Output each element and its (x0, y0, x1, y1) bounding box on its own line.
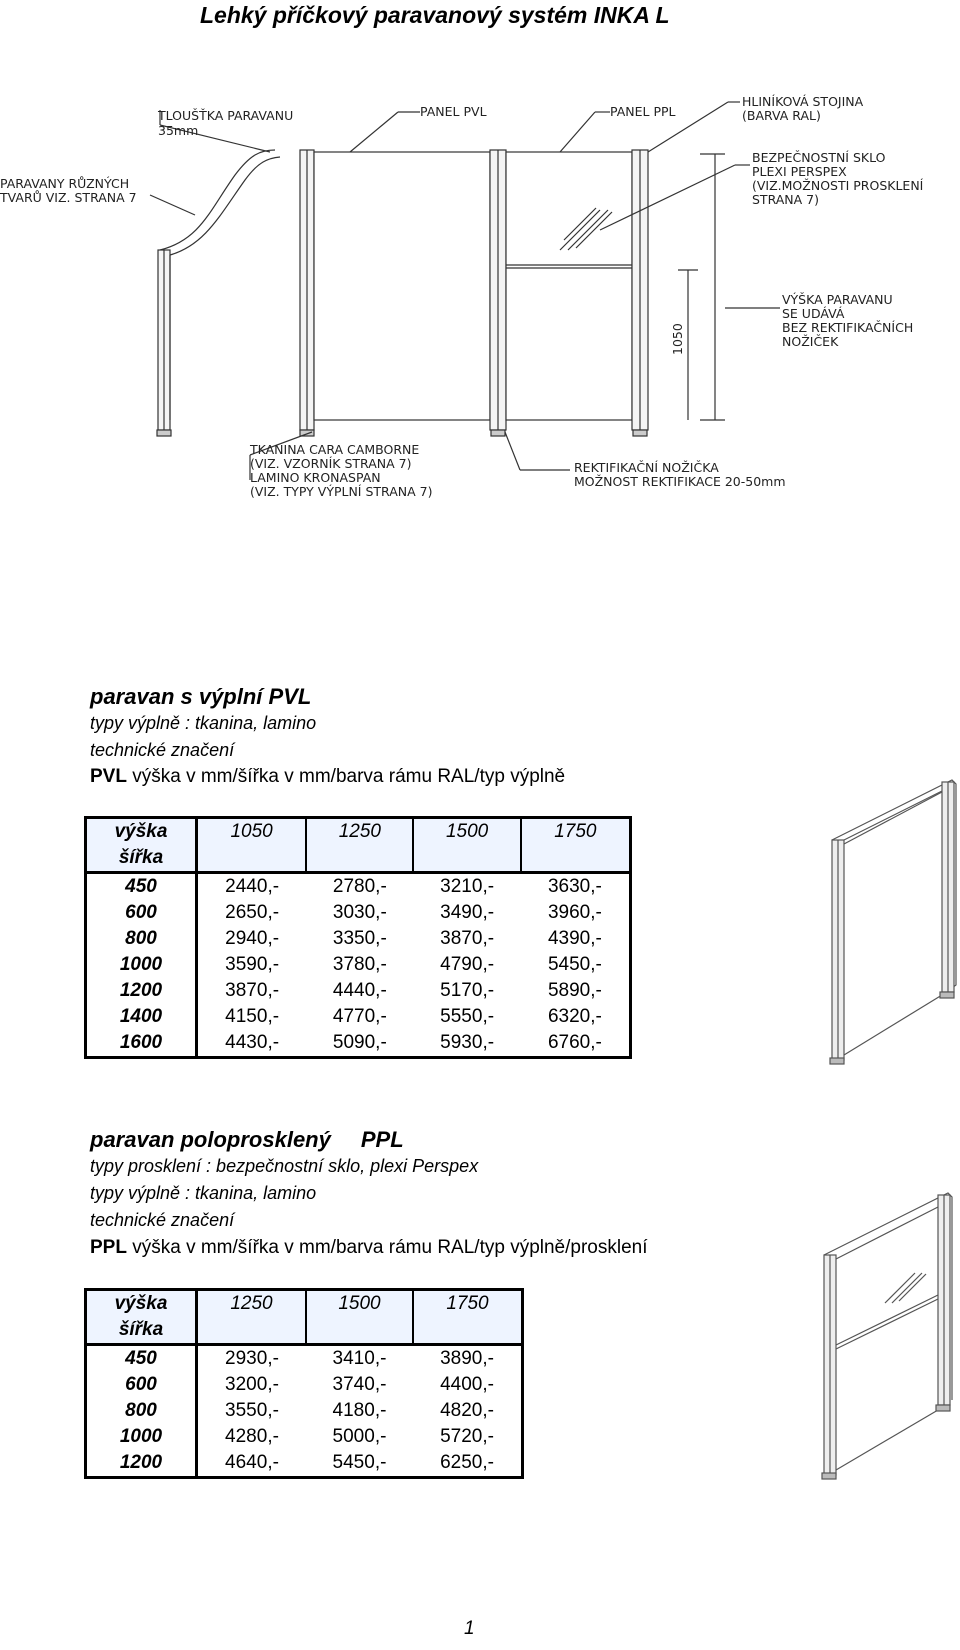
price-cell: 4640,- (197, 1450, 306, 1478)
width-cell: 1200 (86, 978, 197, 1004)
price-cell: 5450,- (306, 1450, 413, 1478)
corner-height-label: výška (86, 818, 197, 846)
ppl-code (90, 1237, 648, 1259)
price-cell: 3410,- (332, 1348, 387, 1369)
pvl-fill-types: typy výplně : tkanina, lamino (90, 713, 317, 733)
ppl-code-rest: výška v mm/šířka v mm/barva rámu RAL/typ výplně/prosklení (126, 1237, 648, 1258)
curved-panel-edge (160, 150, 275, 250)
label-panel-ppl: PANEL PPL (610, 104, 676, 119)
table-row (86, 1424, 523, 1450)
price-cell: 3590,- (225, 954, 280, 975)
curved-panel-edge-inner (170, 157, 280, 255)
width-cell: 1400 (86, 1004, 197, 1030)
label-fabric-1: TKANINA CARA CAMBORNE (250, 442, 420, 457)
width-cell: 1000 (86, 1424, 197, 1450)
price-cell: 4390,- (521, 926, 631, 952)
ppl-code-prefix: PPL (90, 1237, 127, 1258)
ppl-panel-illustration (810, 1185, 960, 1485)
price-cell: 4280,- (225, 1426, 279, 1447)
table-row (86, 1030, 631, 1058)
price-cell: 2780,- (332, 876, 387, 897)
height-header: 1500 (413, 818, 520, 846)
label-height-3: BEZ REKTIFIKAČNÍCH (782, 320, 914, 335)
label-fabric-2: (VIZ. VZORNÍK STRANA 7) (250, 456, 412, 471)
price-cell: 4150,- (225, 1006, 280, 1027)
price-cell: 2650,- (225, 902, 280, 923)
price-cell: 3740,- (332, 1374, 387, 1395)
pvl-code-rest: výška v mm/šířka v mm/barva rámu RAL/typ výplně (126, 766, 566, 787)
price-cell: 3350,- (332, 928, 387, 949)
width-cell: 450 (86, 873, 197, 901)
label-foot-1: REKTIFIKAČNÍ NOŽIČKA (574, 460, 719, 475)
label-glass-3: (VIZ.MOŽNOSTI PROSKLENÍ (752, 178, 924, 193)
table-row (86, 952, 631, 978)
label-glass-4: STRANA 7) (752, 192, 820, 207)
corner-height-label: výška (86, 1290, 197, 1318)
price-cell: 4400,- (413, 1372, 523, 1398)
price-cell: 4820,- (413, 1398, 523, 1424)
price-cell: 3630,- (521, 873, 631, 901)
price-cell: 2930,- (225, 1348, 279, 1369)
price-cell: 2440,- (225, 876, 280, 897)
price-cell: 2940,- (225, 928, 280, 949)
ppl-panel (506, 152, 632, 420)
price-cell: 3490,- (440, 902, 495, 923)
corner-width-label: šířka (86, 845, 197, 873)
page-number: 1 (464, 1618, 475, 1639)
height-header: 1250 (197, 1290, 306, 1318)
width-cell: 1000 (86, 952, 197, 978)
price-cell: 3870,- (440, 928, 495, 949)
price-cell: 4430,- (197, 1030, 307, 1058)
pvl-price-table (84, 816, 632, 1059)
width-cell: 1200 (86, 1450, 197, 1478)
price-cell: 5550,- (440, 1006, 495, 1027)
table-row (86, 1345, 523, 1373)
label-thickness-value: 35mm (158, 123, 199, 138)
width-cell: 600 (86, 1372, 197, 1398)
screen-system-drawing (0, 70, 960, 530)
label-fabric-4: (VIZ. TYPY VÝPLNÍ STRANA 7) (250, 484, 433, 499)
width-cell: 600 (86, 900, 197, 926)
ppl-heading-text: paravan poloprosklený (90, 1127, 331, 1152)
price-cell: 3890,- (413, 1345, 523, 1373)
height-header: 1250 (306, 818, 413, 846)
price-cell: 6760,- (521, 1030, 631, 1058)
table-row (86, 1398, 523, 1424)
label-height-4: NOŽIČEK (782, 334, 839, 349)
technical-drawing (0, 70, 960, 530)
label-panel-pvl: PANEL PVL (420, 104, 487, 119)
price-cell: 3780,- (332, 954, 387, 975)
table-row (86, 873, 631, 901)
pvl-code (90, 766, 565, 788)
label-thickness: TLOUŠŤKA PARAVANU (158, 108, 294, 123)
price-cell: 5170,- (440, 980, 495, 1001)
width-cell: 800 (86, 1398, 197, 1424)
label-dim-1050: 1050 (670, 323, 685, 355)
ppl-glazing-types: typy prosklení : bezpečnostní sklo, plexi Perspex (90, 1156, 479, 1176)
height-header: 1750 (521, 818, 631, 846)
table-row (86, 1450, 523, 1478)
price-cell: 5930,- (413, 1030, 520, 1058)
label-fabric-3: LAMINO KRONASPAN (250, 470, 381, 485)
ppl-fill-types: typy výplně : tkanina, lamino (90, 1183, 317, 1203)
height-header: 1050 (197, 818, 307, 846)
corner-width-label: šířka (86, 1317, 197, 1345)
ppl-heading-code: PPL (360, 1127, 404, 1152)
ppl-heading (90, 1127, 404, 1153)
table-row (86, 926, 631, 952)
width-cell: 1600 (86, 1030, 197, 1058)
pvl-heading: paravan s výplní PVL (90, 684, 312, 709)
price-cell: 4770,- (332, 1006, 387, 1027)
price-cell: 4180,- (332, 1400, 387, 1421)
price-cell: 3200,- (225, 1374, 279, 1395)
label-shapes-1: PARAVANY RŮZNÝCH (0, 176, 130, 191)
label-shapes-2: TVARŮ VIZ. STRANA 7 (0, 190, 137, 205)
table-row (86, 978, 631, 1004)
ppl-price-table (84, 1288, 524, 1479)
height-header: 1750 (413, 1290, 523, 1318)
height-header: 1500 (306, 1290, 413, 1318)
price-cell: 3030,- (332, 902, 387, 923)
price-cell: 4790,- (440, 954, 495, 975)
table-row (86, 900, 631, 926)
label-glass-1: BEZPEČNOSTNÍ SKLO (752, 150, 886, 165)
price-cell: 5890,- (521, 978, 631, 1004)
width-cell: 450 (86, 1345, 197, 1373)
label-stand-1: HLINÍKOVÁ STOJINA (742, 94, 864, 109)
price-cell: 3210,- (440, 876, 495, 897)
width-cell: 800 (86, 926, 197, 952)
label-foot-2: MOŽNOST REKTIFIKACE 20-50mm (574, 474, 786, 489)
price-cell: 5720,- (413, 1424, 523, 1450)
label-stand-2: (BARVA RAL) (742, 108, 821, 123)
price-cell: 3550,- (225, 1400, 279, 1421)
ppl-tech-label: technické značení (90, 1210, 235, 1230)
price-cell: 3960,- (521, 900, 631, 926)
price-cell: 5000,- (332, 1426, 387, 1447)
price-cell: 4440,- (332, 980, 387, 1001)
pvl-panel-illustration (820, 770, 960, 1070)
label-height-1: VÝŠKA PARAVANU (782, 292, 893, 307)
label-glass-2: PLEXI PERSPEX (752, 164, 847, 179)
page-title: Lehký příčkový paravanový systém INKA L (200, 2, 670, 28)
price-cell: 3870,- (225, 980, 280, 1001)
pvl-code-prefix: PVL (90, 766, 127, 787)
pvl-tech-label: technické značení (90, 740, 235, 760)
price-cell: 5090,- (306, 1030, 413, 1058)
pvl-panel (314, 152, 490, 420)
price-cell: 5450,- (521, 952, 631, 978)
label-height-2: SE UDÁVÁ (782, 306, 845, 321)
table-row (86, 1372, 523, 1398)
price-cell: 6320,- (521, 1004, 631, 1030)
table-row (86, 1004, 631, 1030)
price-cell: 6250,- (413, 1450, 523, 1478)
